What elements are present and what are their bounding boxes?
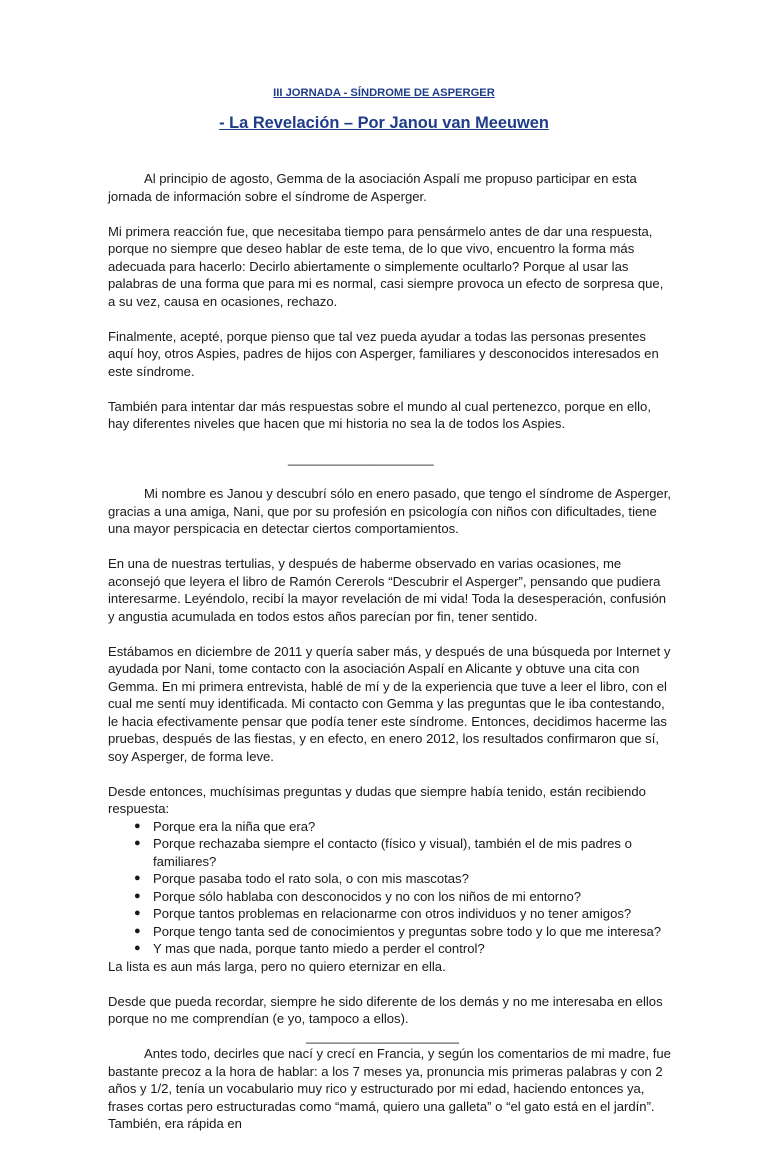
paragraph: Finalmente, acepté, porque pienso que tal vez pueda ayudar a todas las personas presentes aquí hoy, otros Aspies, padres de hijos con Asperger, familiares y desconocidos interesados en este síndrome.: [108, 328, 659, 379]
bullet-icon: ●: [134, 907, 141, 919]
bullet-icon: ●: [134, 819, 141, 832]
bullet-icon: ●: [134, 889, 141, 902]
list-item-text: Porque pasaba todo el rato sola, o con mis mascotas?: [153, 871, 469, 886]
list-item-text: Porque sólo hablaba con desconocidos y no con los niños de mi entorno?: [153, 888, 582, 904]
list-item: [108, 818, 673, 836]
paragraph: Antes todo, decirles que nací y crecí en Francia, y según los comentarios de mi madre, fue bastante precoz a la hora de hablar: a los 7 meses ya, pronuncia mis primeras palabras y con 2 años y 1/2, tenía un vocabulario muy rico y estructurado por mi edad, haciendo entonces ya, frases cortas pero estructuradas como “mamá, quiero una galleta” o “el gato está en el jardín”. También, era rápida en: [108, 1046, 671, 1131]
paragraph: Desde que pueda recordar, siempre he sido diferente de los demás y no me interesaba en ellos porque no me comprendían (e yo, tampoco a ellos).: [108, 993, 663, 1026]
document-title: - La Revelación – Por Janou van Meeuwen: [219, 114, 549, 132]
list-item: [108, 940, 673, 958]
bullet-icon: ●: [134, 942, 141, 954]
list-item: [108, 888, 673, 906]
list-item-text: Porque tengo tanta sed de conocimientos y preguntas sobre todo y lo que me interesa?: [153, 923, 662, 939]
paragraph: Estábamos en diciembre de 2011 y quería saber más, y después de una búsqueda por Internet y ayudada por Nani, tome contacto con la asociación Aspalí en Alicante y obtuve una cita con Gemma. En mi primera entrevista, hablé de mí y de la experiencia que tuve a leer el libro, con el cual me sentí muy identificada. Mi contacto con Gemma y las preguntas que le iba contestando, le hacia efectivamente pensar que podía tener este síndrome. Entonces, decidimos hacerme las pruebas, después de las fiestas, y en efecto, en enero 2012, los resultados confirmaron que sí, soy Asperger, de forma leve.: [108, 643, 671, 764]
paragraph: Mi nombre es Janou y descubrí sólo en enero pasado, que tengo el síndrome de Asperger, gracias a una amiga, Nani, que por su profesión en psicología con niños con dificultades, tiene una mayor perspicacia en detectar ciertos comportamientos.: [108, 486, 671, 536]
separator-line: _____________________: [306, 1028, 459, 1044]
paragraph: La lista es aun más larga, pero no quiero eternizar en ella.: [108, 958, 446, 974]
document-body: [108, 170, 673, 1150]
list-item: [108, 870, 673, 888]
list-item-text: Porque rechazaba siempre el contacto (físico y visual), también el de mis padres o familiares?: [153, 836, 632, 869]
paragraph: Al principio de agosto, Gemma de la asociación Aspalí me propuso participar en esta jornada de información sobre el síndrome de Asperger.: [108, 171, 637, 204]
list-item: [108, 905, 673, 923]
paragraph: También para intentar dar más respuestas sobre el mundo al cual pertenezco, porque en ello, hay diferentes niveles que hacen que mi historia no sea la de todos los Aspies.: [108, 398, 651, 431]
list-item-text: Y mas que nada, porque tanto miedo a perder el control?: [153, 941, 485, 956]
list-item: [108, 835, 673, 870]
list-item-text: Porque era la niña que era?: [153, 818, 316, 834]
list-item: [108, 923, 673, 941]
paragraph: Desde entonces, muchísimas preguntas y dudas que siempre había tenido, están recibiendo respuesta:: [108, 783, 646, 816]
section-separator: [108, 1028, 673, 1046]
bullet-icon: ●: [134, 837, 141, 849]
bullet-icon: ●: [134, 872, 141, 884]
section-separator: [108, 450, 673, 468]
paragraph: Mi primera reacción fue, que necesitaba tiempo para pensármelo antes de dar una respuesta, porque no siempre que deseo hablar de este tema, de lo que vivo, encuentro la forma más adecuada para hacerlo: Decirlo abiertamente o simplemente ocultarlo? Porque al usar las palabras de una forma que para mi es normal, casi siempre provoca un efecto de sorpresa que, a su vez, causa en ocasiones, rechazo.: [108, 223, 664, 309]
questions-list: [108, 818, 673, 958]
separator-line: ____________________: [288, 451, 434, 466]
bullet-icon: ●: [134, 924, 141, 937]
document-supertitle: III JORNADA - SÍNDROME DE ASPERGER: [273, 87, 495, 99]
list-item-text: Porque tantos problemas en relacionarme con otros individuos y no tener amigos?: [153, 906, 632, 921]
paragraph: En una de nuestras tertulias, y después de haberme observado en varias ocasiones, me aconsejó que leyera el libro de Ramón Cererols “Descubrir el Asperger”, pensando que pudiera interesarme. Leyéndolo, recibí la mayor revelación de mi vida! Toda la desesperación, confusión y angustia acumulada en todos estos años parecían por fin, tener sentido.: [108, 556, 667, 624]
